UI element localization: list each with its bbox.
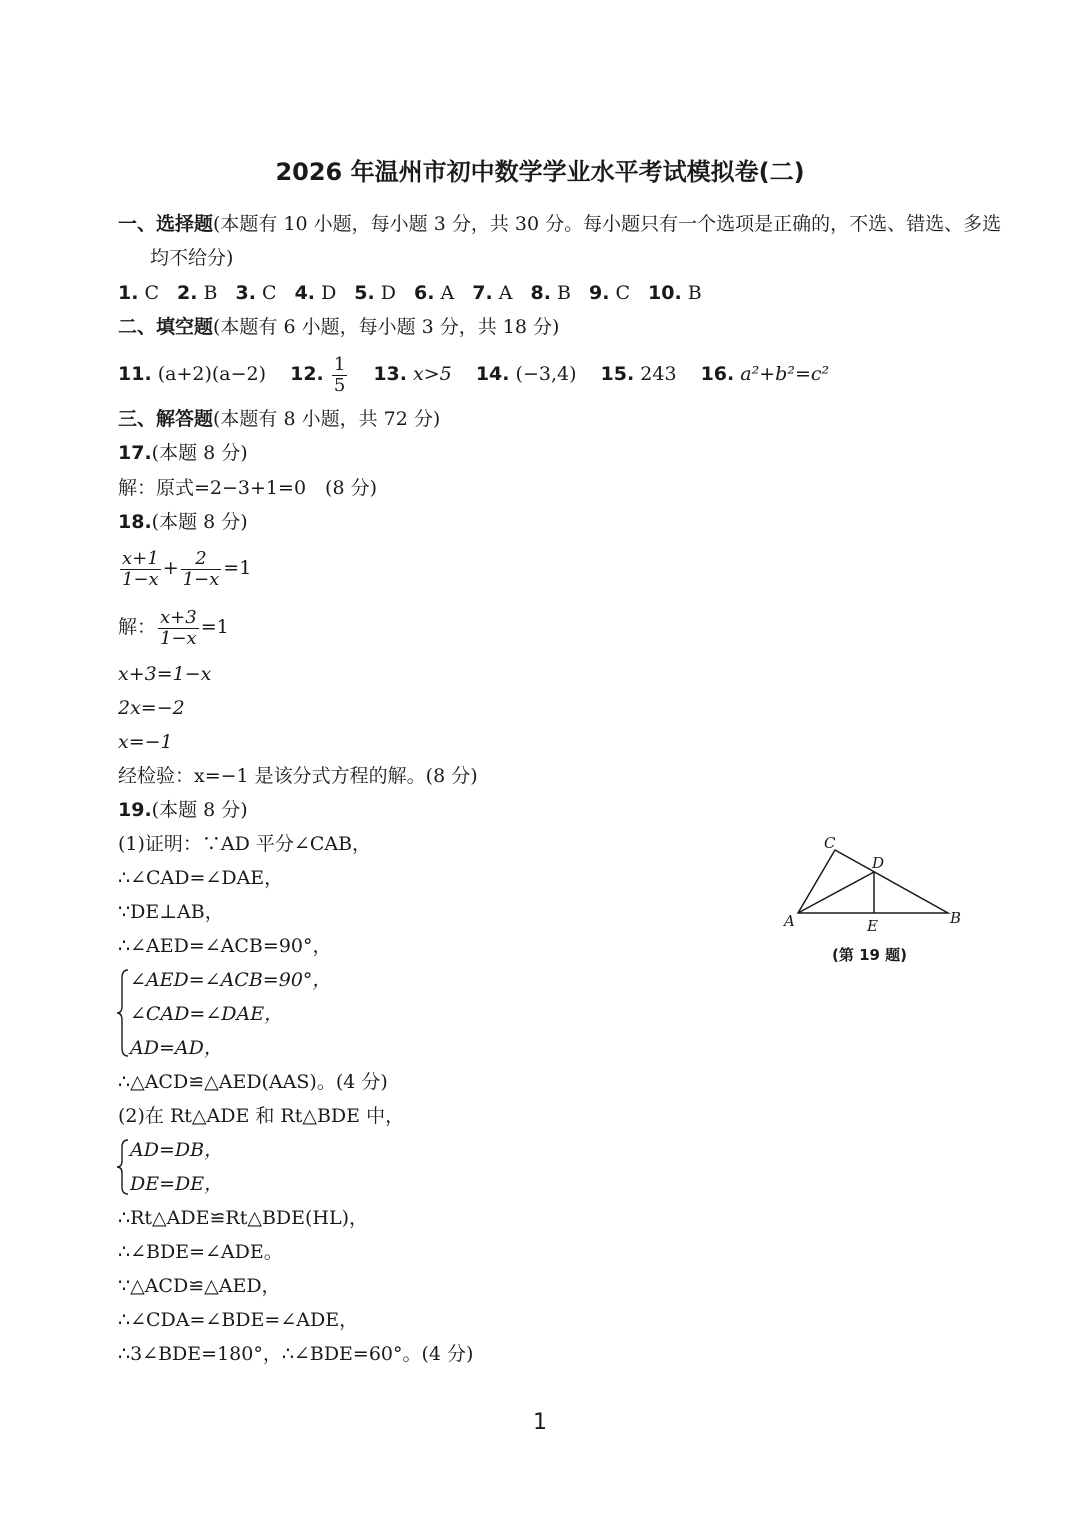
q18-step-3: 2x=−2	[118, 697, 185, 719]
q19-line-16: ∴3∠BDE=180°，∴∠BDE=60°。(4 分)	[118, 1343, 474, 1365]
q18-fraction-2	[181, 549, 222, 590]
label-a: A	[784, 912, 795, 930]
choice-answers-row	[118, 280, 720, 306]
answer-12-number: 12.	[290, 363, 324, 385]
q18-equation	[118, 546, 251, 590]
q18-number: 18.	[118, 511, 152, 533]
label-e: E	[867, 917, 878, 935]
q19-line-14: ∵△ACD≌△AED，	[118, 1275, 281, 1297]
fill-answers-row	[118, 352, 847, 396]
fraction-numerator: x+3	[160, 606, 197, 628]
choice-answer-number: 9.	[588, 282, 610, 304]
choice-answer-letter: C	[144, 282, 160, 304]
choice-answer	[589, 282, 630, 304]
section-1-desc: (本题有 10 小题，每小题 3 分，共 30 分。每小题只有一个选项是正确的，不选、错选、多选	[213, 213, 1002, 235]
answer-12-fraction	[332, 355, 347, 396]
answer-16	[701, 363, 830, 385]
answer-15-value: 243	[640, 363, 677, 385]
choice-answer-letter: B	[203, 282, 218, 304]
q18-step-2: x+3=1−x	[118, 663, 212, 685]
q19-line-8: ∴△ACD≌△AED(AAS)。(4 分)	[118, 1071, 388, 1093]
choice-answer-letter: B	[557, 282, 571, 304]
q18-check: 经检验：x=−1 是该分式方程的解。(8 分)	[118, 765, 478, 787]
choice-answer	[118, 282, 159, 304]
section-2-desc: (本题有 6 小题，每小题 3 分，共 18 分)	[213, 316, 560, 338]
fraction-denominator: 5	[333, 374, 346, 396]
answer-16-number: 16.	[700, 363, 735, 385]
choice-answer-number: 6.	[414, 282, 435, 304]
answer-14-value: (−3,4)	[515, 363, 577, 385]
section-1-header	[118, 211, 1001, 237]
q18-solution-step-1	[118, 605, 229, 649]
answer-12	[290, 353, 349, 396]
page-number: 1	[533, 1410, 547, 1435]
equals-one: =1	[223, 557, 252, 579]
q17-solution: 解：原式=2−3+1=0 (8 分)	[118, 477, 377, 499]
choice-answer-number: 1.	[118, 282, 139, 304]
fraction-numerator: x+1	[122, 547, 159, 569]
choice-answer	[354, 282, 396, 304]
choice-answer-number: 7.	[472, 282, 493, 304]
q17-number: 17.	[118, 442, 152, 464]
section-2-header	[118, 314, 559, 340]
choice-answer-letter: C	[262, 282, 277, 304]
q19-line-12: ∴Rt△ADE≌Rt△BDE(HL)，	[118, 1207, 369, 1229]
q19-line-10: AD=DB，	[130, 1139, 224, 1161]
section-1-desc-cont: 均不给分)	[150, 247, 234, 269]
choice-answer	[236, 282, 277, 304]
q17-header	[118, 440, 248, 466]
q19-line-1: (1)证明：∵AD 平分∠CAB，	[118, 833, 372, 855]
q19-line-15: ∴∠CDA=∠BDE=∠ADE，	[118, 1309, 359, 1331]
choice-answer	[177, 282, 217, 304]
left-brace-3	[116, 968, 130, 1058]
choice-answer-letter: A	[440, 282, 455, 304]
choice-answer-number: 10.	[648, 282, 682, 304]
section-3-desc: (本题有 8 小题，共 72 分)	[213, 408, 441, 430]
choice-answer-number: 2.	[177, 282, 198, 304]
answer-14	[476, 363, 577, 385]
fraction-denominator: 1−x	[160, 627, 197, 649]
answer-16-value: a²+b²=c²	[740, 363, 830, 385]
q19-triangle-figure	[780, 830, 970, 940]
answer-13	[373, 363, 451, 385]
left-brace-2	[116, 1138, 130, 1196]
choice-answer-number: 5.	[354, 282, 375, 304]
fraction-denominator: 1−x	[122, 568, 159, 590]
choice-answer	[414, 282, 454, 304]
answer-13-value: x>5	[413, 363, 452, 385]
q17-points: (本题 8 分)	[151, 442, 248, 464]
q19-line-13: ∴∠BDE=∠ADE。	[118, 1241, 283, 1263]
answer-15	[601, 363, 677, 385]
fraction-numerator: 2	[195, 547, 207, 569]
answer-14-number: 14.	[475, 363, 510, 385]
q19-line-9: (2)在 Rt△ADE 和 Rt△BDE 中，	[118, 1105, 405, 1127]
q18-fraction-1	[120, 549, 161, 590]
fraction-denominator: 1−x	[182, 568, 220, 590]
plus-sign: +	[162, 557, 179, 579]
choice-answer-number: 8.	[530, 282, 551, 304]
choice-answer	[472, 282, 512, 304]
answer-11-value: (a+2)(a−2)	[157, 363, 267, 385]
answer-13-number: 13.	[373, 363, 407, 385]
q19-line-3: ∵DE⊥AB，	[118, 901, 224, 923]
page-title: 2026 年温州市初中数学学业水平考试模拟卷(二)	[275, 158, 805, 186]
section-3-label: 三、解答题	[118, 408, 214, 430]
choice-answer-letter: C	[615, 282, 631, 304]
label-b: B	[950, 909, 962, 927]
q19-line-5: ∠AED=∠ACB=90°，	[130, 969, 332, 991]
q19-line-7: AD=AD，	[130, 1037, 223, 1059]
choice-answer	[295, 282, 337, 304]
q19-line-2: ∴∠CAD=∠DAE，	[118, 867, 284, 889]
q19-header	[118, 797, 248, 823]
label-c: C	[824, 834, 836, 852]
q19-line-4: ∴∠AED=∠ACB=90°，	[118, 935, 332, 957]
q18-fraction-3	[158, 608, 199, 649]
choice-answer-letter: D	[380, 282, 397, 304]
choice-answer	[648, 282, 702, 304]
q18-step-4: x=−1	[118, 731, 173, 753]
q18-header	[118, 509, 248, 535]
section-3-header	[118, 406, 440, 432]
equals-one: =1	[200, 616, 229, 638]
choice-answer-number: 3.	[235, 282, 256, 304]
section-2-label: 二、填空题	[118, 316, 214, 338]
choice-answer-letter: D	[321, 282, 337, 304]
section-1-label: 一、选择题	[118, 213, 214, 235]
answer-15-number: 15.	[600, 363, 635, 385]
q18-points: (本题 8 分)	[151, 511, 248, 533]
choice-answer	[531, 282, 571, 304]
solution-prefix: 解：	[118, 616, 157, 638]
q19-line-6: ∠CAD=∠DAE，	[130, 1003, 284, 1025]
choice-answer-letter: B	[687, 282, 702, 304]
figure-caption: (第 19 题)	[832, 946, 908, 964]
answer-11	[118, 363, 266, 385]
q19-line-11: DE=DE，	[130, 1173, 224, 1195]
q19-points: (本题 8 分)	[151, 799, 248, 821]
fraction-numerator: 1	[333, 353, 346, 375]
q19-number: 19.	[118, 799, 152, 821]
label-d: D	[872, 854, 885, 872]
answer-11-number: 11.	[118, 363, 152, 385]
choice-answer-number: 4.	[294, 282, 316, 304]
choice-answer-letter: A	[498, 282, 513, 304]
